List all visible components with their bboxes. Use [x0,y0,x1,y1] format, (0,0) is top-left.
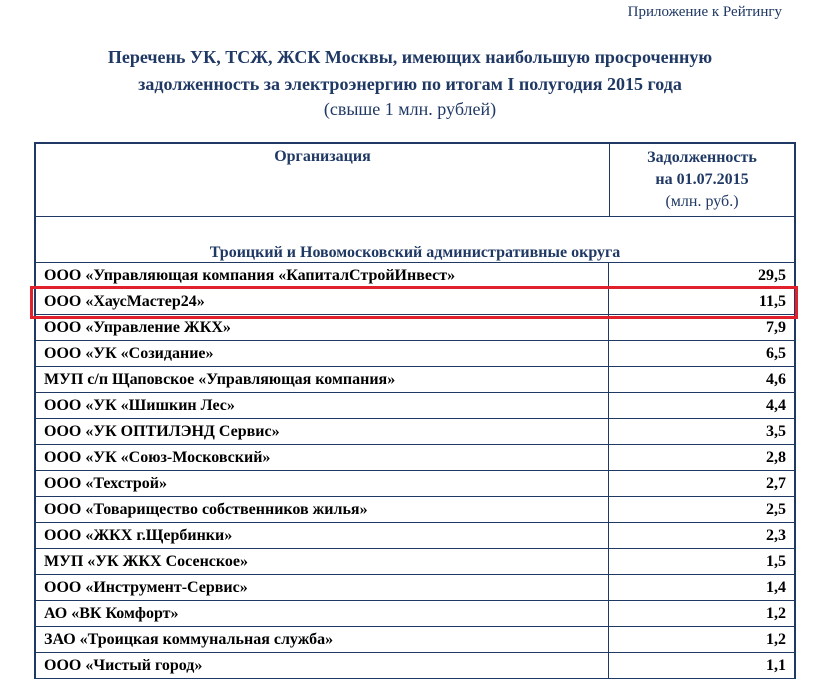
organization-cell: ООО «Управление ЖКХ» [36,315,609,340]
debt-cell: 1,5 [766,553,786,570]
debt-cell: 29,5 [758,267,786,284]
column-header-debt [610,144,794,216]
organization-cell: ООО «Инструмент-Сервис» [36,575,609,600]
organization-cell: МУП «УК ЖКХ Сосенское» [36,549,609,574]
debt-cell: 6,5 [766,345,786,362]
debt-cell: 1,2 [766,631,786,648]
organization-cell: ООО «УК ОПТИЛЭНД Сервис» [36,419,609,444]
organization-cell: МУП с/п Щаповское «Управляющая компания» [36,367,609,392]
debt-cell: 4,4 [766,397,786,414]
debt-cell: 1,4 [766,579,786,596]
table-row [36,315,794,341]
table-row [36,419,794,445]
table-row [36,393,794,419]
table-row [36,341,794,367]
debt-header-line-1: Задолженность [647,149,757,166]
organization-cell: ООО «ХаусМастер24» [36,289,609,314]
appendix-label: Приложение к Рейтингу [627,4,782,20]
debt-cell: 1,1 [766,657,786,674]
debt-cell: 7,9 [766,319,786,336]
debt-cell: 3,5 [766,423,786,440]
table-row [36,289,794,315]
debt-cell: 2,3 [766,527,786,544]
debt-header-line-2: на 01.07.2015 [655,171,749,188]
table-row [36,523,794,549]
table-row [36,497,794,523]
column-header-organization: Организация [36,144,610,216]
debt-cell: 11,5 [758,293,786,310]
table-row [36,549,794,575]
debt-cell: 2,8 [766,449,786,466]
table-row [36,263,794,289]
debt-cell: 2,5 [766,501,786,518]
debt-cell: 1,2 [766,605,786,622]
table-row [36,601,794,627]
table-header [36,144,794,217]
organization-cell: ЗАО «Троицкая коммунальная служба» [36,627,609,652]
title-line-2: задолженность за электроэнергию по итогам I полугодия 2015 года [138,74,682,94]
document-title [0,44,820,98]
debt-cell: 2,7 [766,475,786,492]
table-row [36,653,794,679]
organization-cell: ООО «Чистый город» [36,653,609,678]
debt-header-line-3: (млн. руб.) [665,193,739,210]
organization-cell: АО «ВК Комфорт» [36,601,609,626]
organization-cell: ООО «ЖКХ г.Щербинки» [36,523,609,548]
debt-cell: 4,6 [766,371,786,388]
table-row [36,575,794,601]
organization-cell: ООО «Техстрой» [36,471,609,496]
organization-cell: ООО «Управляющая компания «КапиталСтройИнвест» [36,263,609,288]
title-line-1: Перечень УК, ТСЖ, ЖСК Москвы, имеющих наибольшую просроченную [107,47,713,67]
table-row [36,445,794,471]
debt-table [34,142,796,679]
table-row [36,627,794,653]
table-row [36,471,794,497]
table-row [36,367,794,393]
organization-cell: ООО «УК «Созидание» [36,341,609,366]
organization-cell: ООО «УК «Шишкин Лес» [36,393,609,418]
table-body [36,263,794,679]
organization-cell: ООО «УК «Союз-Московский» [36,445,609,470]
section-header: Троицкий и Новомосковский административные округа [36,217,794,263]
document-subtitle: (свыше 1 млн. рублей) [323,99,497,119]
organization-cell: ООО «Товарищество собственников жилья» [36,497,609,522]
